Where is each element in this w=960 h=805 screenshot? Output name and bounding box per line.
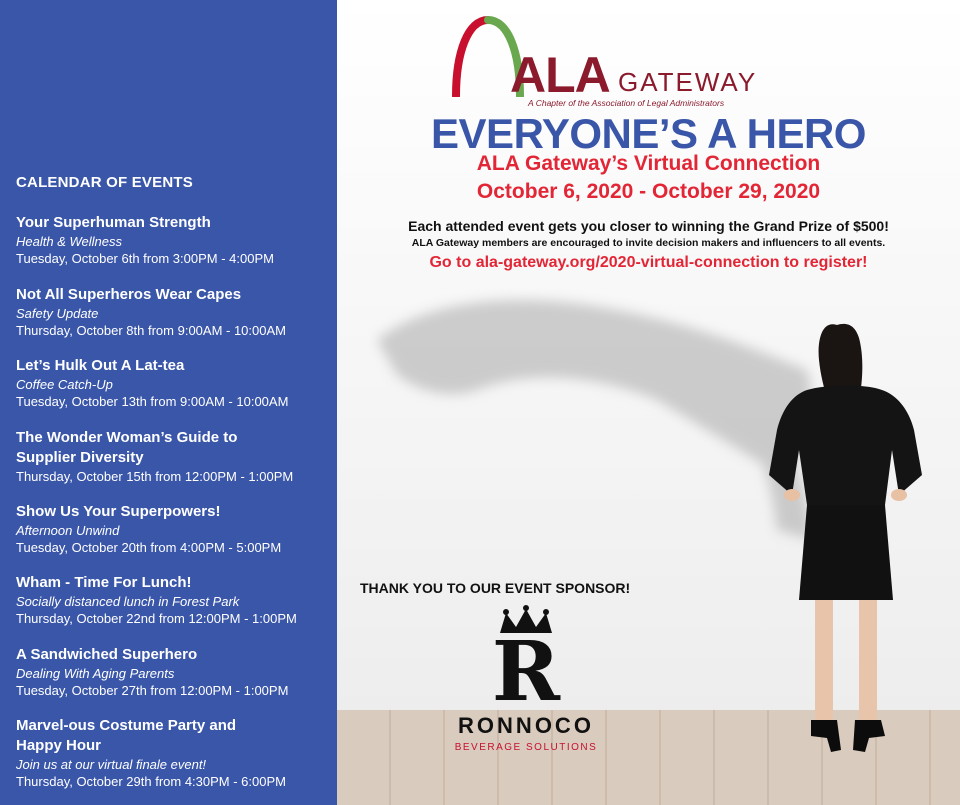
- event-item: [16, 428, 331, 486]
- sponsor-name: RONNOCO: [458, 713, 594, 738]
- event-time: Thursday, October 29th from 4:30PM - 6:00PM: [16, 774, 286, 789]
- event-subtitle: Dealing With Aging Parents: [16, 666, 175, 681]
- event-title: Not All Superheros Wear Capes: [16, 286, 242, 303]
- logo-gateway: GATEWAY: [618, 67, 758, 97]
- logo-tagline: A Chapter of the Association of Legal Administrators: [528, 98, 725, 108]
- event-time: Thursday, October 8th from 9:00AM - 10:00AM: [16, 323, 286, 338]
- sponsor-tagline: BEVERAGE SOLUTIONS: [454, 742, 598, 753]
- event-item: [16, 716, 331, 791]
- event-subtitle: Join us at our virtual finale event!: [16, 757, 207, 772]
- event-time: Tuesday, October 27th from 12:00PM - 1:00PM: [16, 683, 289, 698]
- members-line: ALA Gateway members are encouraged to invite decision makers and influencers to all events.: [411, 237, 886, 249]
- prize-line: Each attended event gets you closer to winning the Grand Prize of $500!: [408, 218, 889, 234]
- event-time: Thursday, October 22nd from 12:00PM - 1:00PM: [16, 611, 297, 626]
- event-subtitle: Afternoon Unwind: [16, 523, 120, 538]
- event-time: Tuesday, October 20th from 4:00PM - 5:00PM: [16, 540, 282, 555]
- event-title-line2: Supplier Diversity: [16, 449, 144, 466]
- event-title: Your Superhuman Strength: [16, 214, 211, 231]
- subheading-line1: ALA Gateway’s Virtual Connection: [476, 152, 821, 175]
- event-subtitle: Safety Update: [16, 306, 99, 321]
- event-item: [16, 285, 331, 340]
- event-title: Let’s Hulk Out A Lat-tea: [16, 357, 185, 374]
- cape-shadow: [377, 300, 812, 540]
- event-time: Thursday, October 15th from 12:00PM - 1:00PM: [16, 469, 294, 484]
- event-subtitle: Health & Wellness: [16, 234, 122, 249]
- headline: EVERYONE’S A HERO: [431, 110, 866, 157]
- subheading-dates: October 6, 2020 - October 29, 2020: [476, 180, 821, 203]
- event-time: Tuesday, October 13th from 9:00AM - 10:00AM: [16, 394, 289, 409]
- event-item: [16, 213, 331, 268]
- register-link[interactable]: Go to ala-gateway.org/2020-virtual-connection to register!: [429, 254, 868, 271]
- event-title: The Wonder Woman’s Guide to: [16, 429, 238, 446]
- event-title: Wham - Time For Lunch!: [16, 574, 192, 591]
- event-item: [16, 356, 331, 411]
- logo-wordmark: ALA: [510, 47, 610, 103]
- event-item: [16, 645, 331, 700]
- event-subtitle: Socially distanced lunch in Forest Park: [16, 594, 240, 609]
- monogram-r: R: [491, 624, 561, 720]
- calendar-heading: CALENDAR OF EVENTS: [16, 174, 193, 191]
- event-title: Marvel-ous Costume Party and: [16, 717, 237, 734]
- calendar-panel: [0, 0, 337, 805]
- event-item: [16, 573, 331, 628]
- event-title: A Sandwiched Superhero: [16, 646, 198, 663]
- event-subtitle: Coffee Catch-Up: [16, 377, 113, 392]
- event-title-line2: Happy Hour: [16, 737, 102, 754]
- sponsor-thanks: THANK YOU TO OUR EVENT SPONSOR!: [360, 580, 631, 596]
- superhero-illustration: [337, 280, 960, 805]
- event-title: Show Us Your Superpowers!: [16, 503, 221, 520]
- event-item: [16, 502, 331, 557]
- ala-gateway-logo: [448, 12, 828, 108]
- ronnoco-logo: [440, 605, 620, 765]
- event-time: Tuesday, October 6th from 3:00PM - 4:00PM: [16, 251, 274, 266]
